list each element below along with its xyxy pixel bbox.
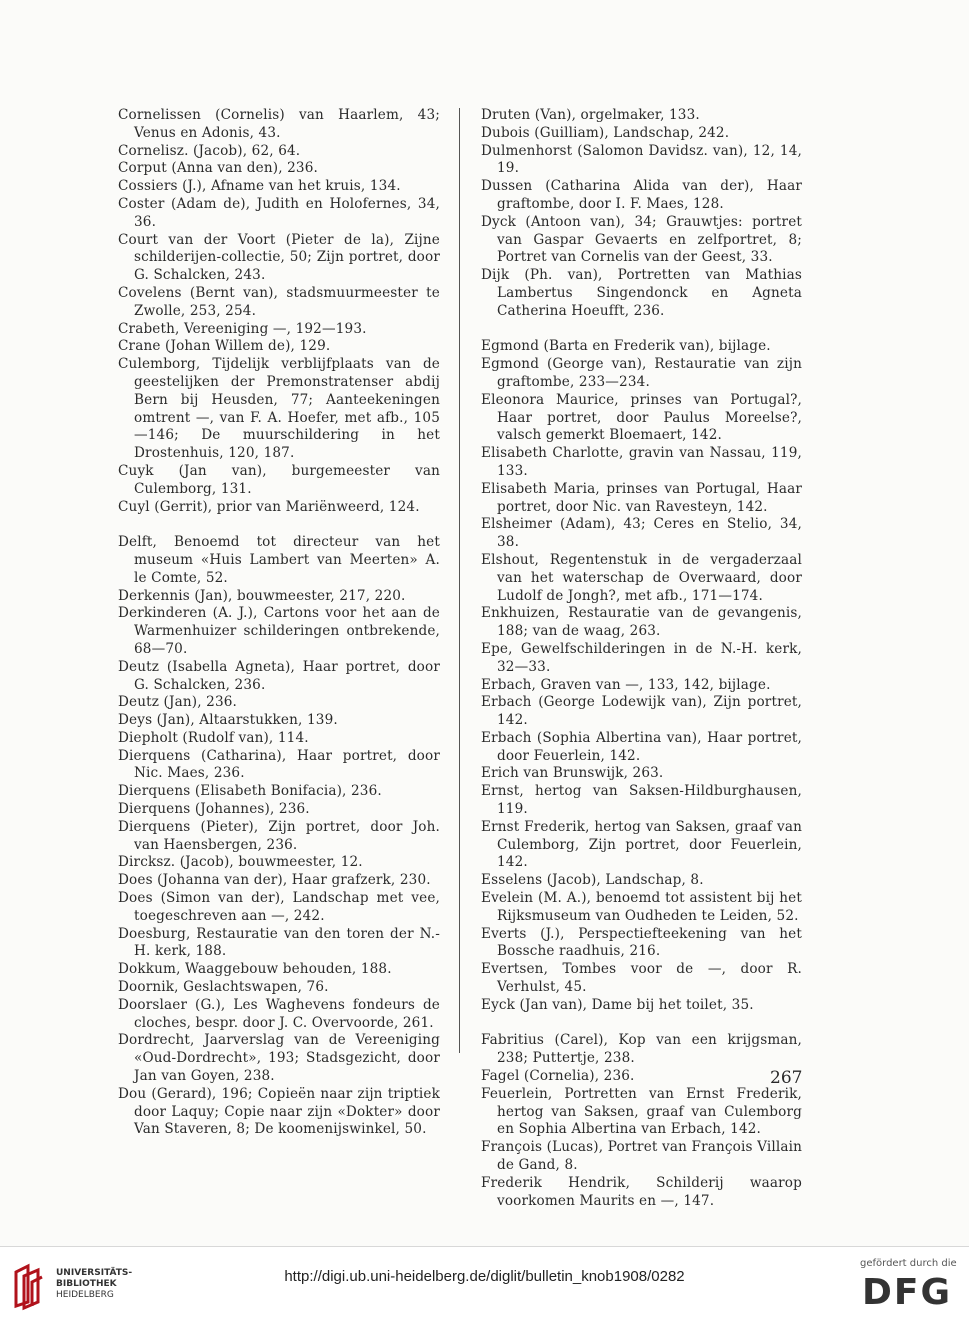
index-entry: Eyck (Jan van), Dame bij het toilet, 35.	[481, 996, 754, 1013]
page-number: 267	[770, 1068, 803, 1088]
index-entry: Cuyk (Jan van), burgemeester van Culemborg, 131.	[118, 462, 440, 497]
index-entry: Enkhuizen, Restauratie van de gevangenis, 188; van de waag, 263.	[481, 605, 802, 640]
index-entry: Deutz (Jan), 236.	[118, 694, 238, 711]
library-name-line3: HEIDELBERG	[56, 1290, 114, 1300]
index-entry: Cornelissen (Cornelis) van Haarlem, 43; Venus en Adonis, 43.	[118, 107, 440, 141]
index-entry: Dulmenhorst (Salomon Davidsz. van), 12, 14, 19.	[481, 142, 802, 177]
index-entry: Derkennis (Jan), bouwmeester, 217, 220.	[118, 587, 406, 604]
index-entry: Erich van Brunswijk, 263.	[481, 765, 664, 782]
index-entry: Deys (Jan), Altaarstukken, 139.	[118, 712, 338, 729]
right-column	[481, 107, 802, 1210]
index-entry: Erbach (George Lodewijk van), Zijn portret, 142.	[481, 694, 802, 729]
index-entry: François (Lucas), Portret van François Villain de Gand, 8.	[481, 1139, 802, 1174]
index-entry: Evelein (M. A.), benoemd tot assistent bij het Rijksmuseum van Oudheden te Leiden, 52.	[481, 890, 802, 924]
section-gap	[481, 1015, 802, 1033]
left-column	[118, 107, 440, 1139]
index-entry: Culemborg, Tijdelijk verblijfplaats van de geestelijken der Premonstratenser abdij Bern bij Heusden, 77; Aanteekeningen omtrent —, van F. A. Hoefer, met afb., 105—146; De muurschildering in het Drostenhuis, 120, 187.	[118, 356, 440, 462]
index-entry: Evertsen, Tombes voor de —, door R. Verhulst, 45.	[481, 961, 802, 996]
index-entry: Egmond (Barta en Frederik van), bijlage.	[481, 338, 771, 355]
index-entry: Crane (Johan Willem de), 129.	[118, 338, 331, 355]
column-divider	[459, 108, 460, 1053]
index-entry: Crabeth, Vereeniging —, 192—193.	[118, 320, 367, 337]
index-entry: Everts (J.), Perspectiefteekening van het Bossche raadhuis, 216.	[481, 925, 802, 960]
index-entry: Fagel (Cornelia), 236.	[481, 1068, 635, 1085]
index-entry: Doesburg, Restauratie van den toren der N.-H. kerk, 188.	[118, 925, 440, 960]
index-entry: Dussen (Catharina Alida van der), Haar graftombe, door I. F. Maes, 128.	[481, 178, 802, 212]
index-entry: Coster (Adam de), Judith en Holofernes, 34, 36.	[118, 195, 440, 230]
index-entry: Frederik Hendrik, Schilderij waarop voorkomen Maurits en —, 147.	[481, 1174, 802, 1209]
library-name-line2: BIBLIOTHEK	[56, 1279, 117, 1289]
index-entry: Elshout, Regentenstuk in de vergaderzaal van het waterschap de Overwaard, door Ludolf de Jongh?, met afb., 171—174.	[481, 551, 802, 604]
index-entry: Ernst, hertog van Saksen-Hildburghausen, 119.	[481, 783, 802, 818]
index-entry: Dierquens (Pieter), Zijn portret, door Joh. van Haensbergen, 236.	[118, 818, 440, 853]
index-entry: Epe, Gewelfschilderingen in de N.-H. kerk, 32—33.	[481, 640, 802, 675]
funding-note: gefördert durch die	[860, 1258, 957, 1269]
index-entry: Egmond (George van), Restauratie van zijn graftombe, 233—234.	[481, 356, 802, 390]
index-entry: Dubois (Guilliam), Landschap, 242.	[481, 124, 730, 141]
index-entry: Cornelisz. (Jacob), 62, 64.	[118, 142, 301, 159]
index-entry: Elisabeth Maria, prinses van Portugal, Haar portret, door Nic. van Ravesteyn, 142.	[481, 480, 802, 515]
index-entry: Doornik, Geslachtswapen, 76.	[118, 979, 329, 996]
index-entry: Does (Johanna van der), Haar grafzerk, 230.	[118, 872, 431, 889]
index-entry: Court van der Voort (Pieter de la), Zijne schilderijen-collectie, 50; Zijn portret, door G. Schalcken, 243.	[118, 231, 440, 284]
index-entry: Corput (Anna van den), 236.	[118, 160, 319, 177]
index-entry: Dierquens (Catharina), Haar portret, door Nic. Maes, 236.	[118, 747, 440, 782]
index-entry: Feuerlein, Portretten van Ernst Frederik, hertog van Saksen, graaf van Culemborg en Sophia Albertina van Erbach, 142.	[481, 1085, 802, 1138]
footer-separator	[0, 1246, 969, 1247]
index-entry: Cuyl (Gerrit), prior van Mariënweerd, 124.	[118, 498, 420, 515]
index-entry: Delft, Benoemd tot directeur van het museum «Huis Lambert van Meerten» A. le Comte, 52.	[118, 534, 440, 586]
index-entry: Elsheimer (Adam), 43; Ceres en Stelio, 34, 38.	[481, 516, 802, 551]
index-entry: Cossiers (J.), Afname van het kruis, 134.	[118, 178, 401, 195]
library-name-line1: UNIVERSITÄTS-	[56, 1268, 133, 1278]
index-entry: Dierquens (Elisabeth Bonifacia), 236.	[118, 783, 382, 800]
index-entry: Doorslaer (G.), Les Waghevens fondeurs de cloches, bespr. door J. C. Overvoorde, 261.	[118, 996, 440, 1031]
index-entry: Druten (Van), orgelmaker, 133.	[481, 107, 700, 123]
index-entry: Dokkum, Waaggebouw behouden, 188.	[118, 961, 392, 978]
index-entry: Eleonora Maurice, prinses van Portugal?, Haar portret, door Paulus Moreelse?, valsch gemerkt Bloemaert, 142.	[481, 391, 802, 444]
index-entry: Dyck (Antoon van), 34; Grauwtjes: portret van Gaspar Gevaerts en zelfportret, 8; Portret van Cornelis van der Geest, 33.	[481, 213, 802, 266]
index-entry: Erbach (Sophia Albertina van), Haar portret, door Feuerlein, 142.	[481, 729, 802, 764]
section-gap	[118, 516, 440, 534]
source-url[interactable]: http://digi.ub.uni-heidelberg.de/diglit/bulletin_knob1908/0282	[284, 1268, 685, 1285]
index-entry: Dircksz. (Jacob), bouwmeester, 12.	[118, 854, 363, 871]
index-entry: Derkinderen (A. J.), Cartons voor het aan de Warmenhuizer schilderingen ontbrekende, 68—70.	[118, 605, 440, 657]
index-entry: Erbach, Graven van —, 133, 142, bijlage.	[481, 676, 771, 693]
index-entry: Dordrecht, Jaarverslag van de Vereeniging «Oud-Dordrecht», 193; Stadsgezicht, door Jan van Goyen, 238.	[118, 1032, 440, 1085]
index-entry: Ernst Frederik, hertog van Saksen, graaf van Culemborg, Zijn portret, door Feuerlein, 142.	[481, 818, 802, 871]
index-entry: Dijk (Ph. van), Portretten van Mathias Lambertus Singendonck en Agneta Catherina Hoeufft, 236.	[481, 267, 802, 319]
index-entry: Fabritius (Carel), Kop van een krijgsman, 238; Puttertje, 238.	[481, 1032, 802, 1067]
index-entry: Dierquens (Johannes), 236.	[118, 801, 310, 818]
index-entry: Diepholt (Rudolf van), 114.	[118, 729, 309, 746]
index-entry: Covelens (Bernt van), stadsmuurmeester te Zwolle, 253, 254.	[118, 284, 440, 319]
index-entry: Dou (Gerard), 196; Copieën naar zijn triptiek door Laquy; Copie naar zijn «Dokter» door Van Staveren, 8; De koomenijswinkel, 50.	[118, 1085, 440, 1138]
index-entry: Elisabeth Charlotte, gravin van Nassau, 119, 133.	[481, 445, 802, 479]
index-entry: Esselens (Jacob), Landschap, 8.	[481, 872, 704, 889]
dfg-logo: DFG	[862, 1272, 953, 1313]
index-entry: Deutz (Isabella Agneta), Haar portret, door G. Schalcken, 236.	[118, 658, 440, 693]
section-gap	[481, 321, 802, 339]
index-entry: Does (Simon van der), Landschap met vee, toegeschreven aan —, 242.	[118, 890, 440, 924]
